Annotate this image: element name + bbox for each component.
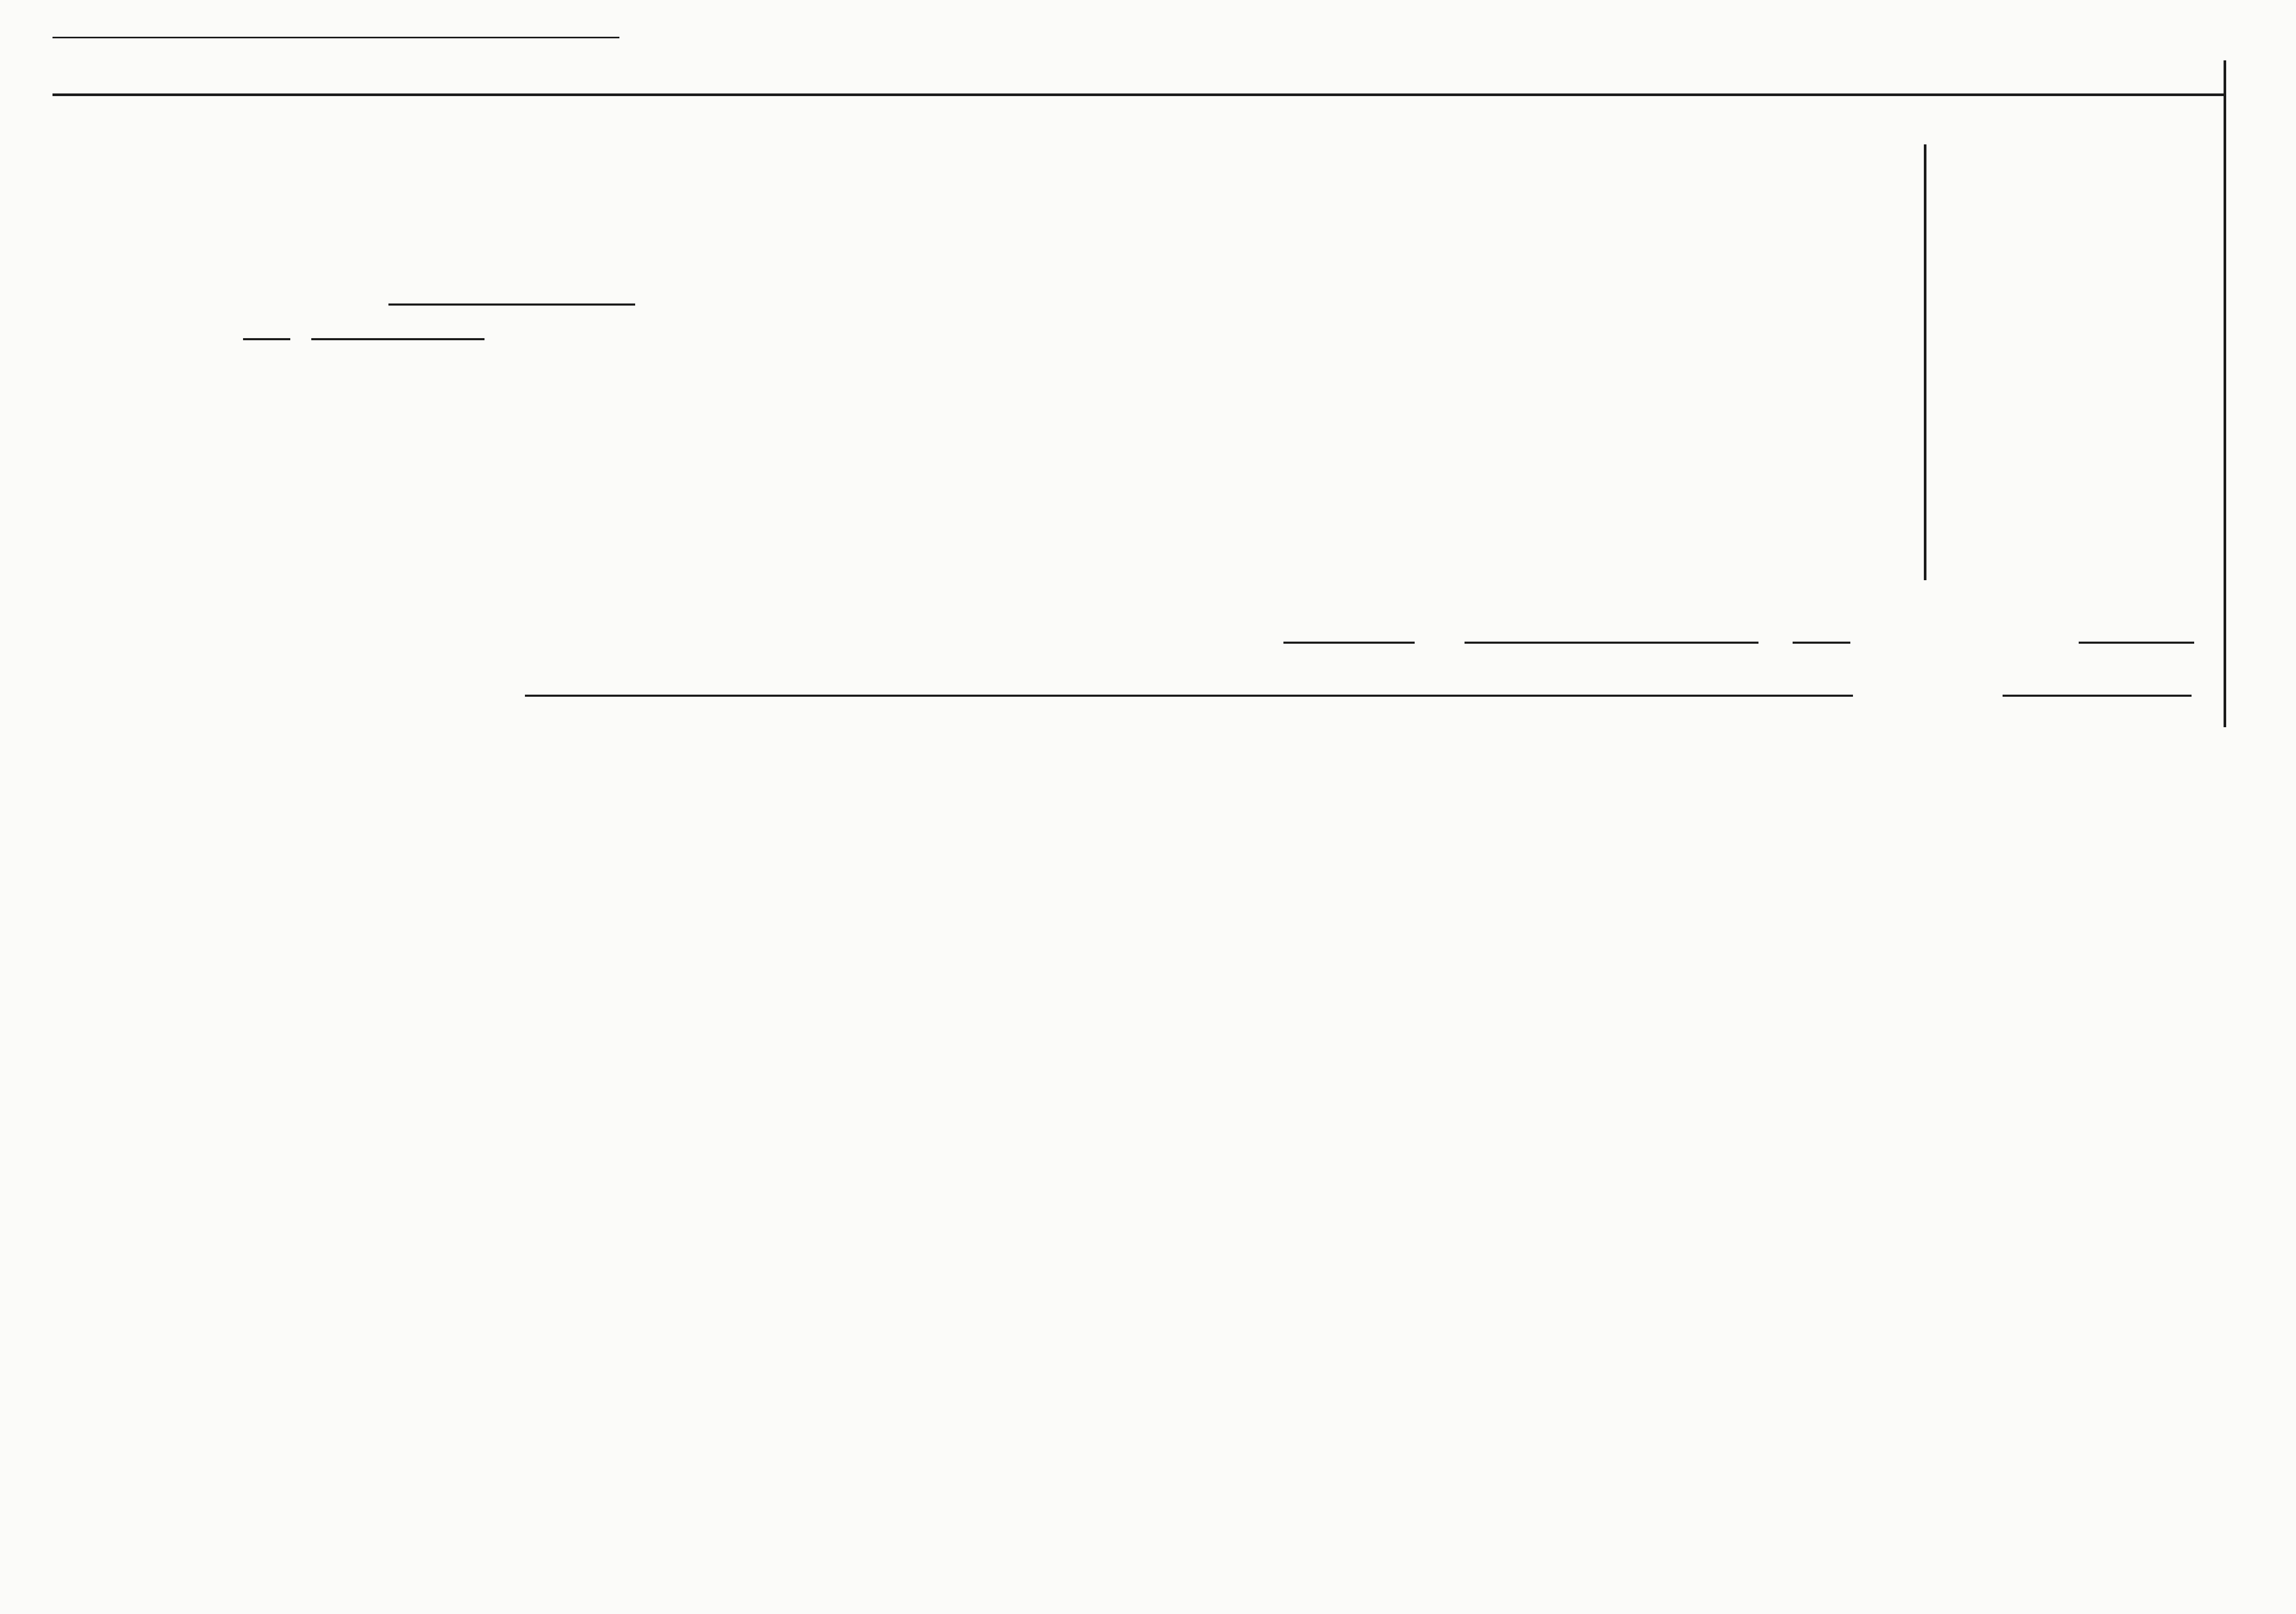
sheet-number-line bbox=[2003, 695, 2192, 697]
approval-date-row bbox=[234, 323, 523, 345]
right-border bbox=[2224, 60, 2226, 727]
top-rule bbox=[52, 93, 2226, 96]
spec-date-line bbox=[1465, 642, 1758, 644]
top-rule-short bbox=[52, 37, 619, 38]
spec-number-line bbox=[1283, 642, 1415, 644]
spec-year-line bbox=[1793, 642, 1850, 644]
chief-signature-line bbox=[388, 303, 635, 306]
spec-subject-line bbox=[525, 695, 1853, 697]
total-sheets-line bbox=[2079, 642, 2194, 644]
codes-column-divider bbox=[1924, 144, 1926, 580]
